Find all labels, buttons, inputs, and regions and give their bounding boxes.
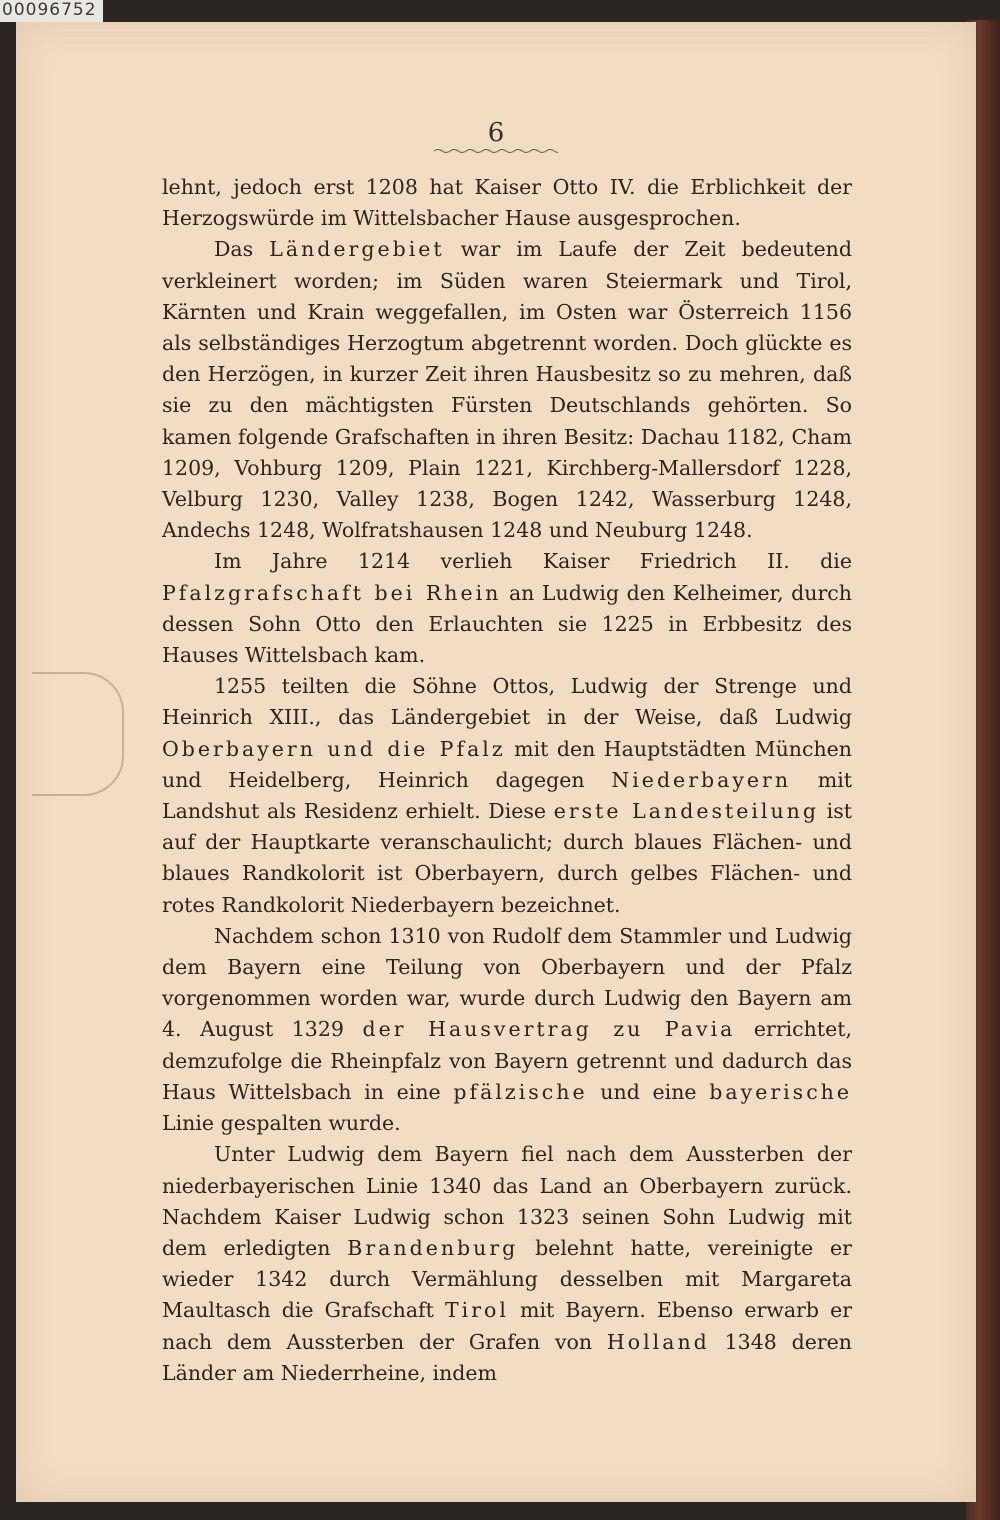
emphasized-text: Ländergebiet bbox=[269, 237, 445, 262]
emphasized-text: Pfalzgrafschaft bei Rhein bbox=[162, 580, 502, 605]
emphasized-text: pfälzische bbox=[453, 1079, 588, 1104]
paragraph bbox=[162, 921, 852, 1139]
text-run: Linie gespalten wurde. bbox=[162, 1111, 401, 1136]
body-text bbox=[162, 172, 852, 1389]
wavy-rule-ornament bbox=[434, 148, 558, 154]
emphasized-text: Niederbayern bbox=[611, 767, 792, 792]
paragraph bbox=[162, 671, 852, 921]
page-number: 6 bbox=[487, 118, 505, 148]
text-run: 1348 deren Länder am Niederrheine, indem bbox=[162, 1329, 852, 1385]
text-run: und eine bbox=[587, 1079, 710, 1104]
emphasized-text: erste Landesteilung bbox=[553, 799, 820, 824]
emphasized-text: Brandenburg bbox=[347, 1235, 519, 1260]
book-page bbox=[16, 22, 976, 1502]
page-fold-mark bbox=[32, 672, 124, 796]
text-run: war im Laufe der Zeit bedeutend verkleinert worden; im Süden waren Steiermark und Tirol, Kärnten und Krain weggefallen, im Osten war Österreich 1156 als selbständiges Herzogtum abgetrennt worden. Doch glückte es den Herzögen, in kurzer Zeit ihren Hausbesitz so zu mehren, daß sie zu den mächtigsten Fürsten Deutschlands gehörten. So kamen folgende Grafschaften in ihren Besitz: Dachau 1182, Cham 1209, Vohburg 1209, Plain 1221, Kirchberg-Mallersdorf 1228, Velburg 1230, Valley 1238, Bogen 1242, Wasserburg 1248, Andechs 1248, Wolfratshausen 1248 und Neuburg 1248. bbox=[162, 237, 852, 543]
text-run: Nachdem schon 1310 von Rudolf dem Stammler und Ludwig dem Bayern eine Teilung von Oberbayern und der Pfalz vorgenommen worden war, wurde durch Ludwig den Bayern am 4. August 1329 bbox=[162, 923, 852, 1042]
paragraph bbox=[162, 546, 852, 671]
paragraph bbox=[162, 234, 852, 546]
emphasized-text: Oberbayern und die Pfalz bbox=[162, 736, 506, 761]
scan-id-label: 00096752 bbox=[0, 0, 103, 22]
text-run: mit Bayern. Ebenso erwarb er nach dem Aussterben der Grafen von bbox=[162, 1298, 852, 1354]
paragraph bbox=[162, 1139, 852, 1389]
emphasized-text: bayerische bbox=[709, 1079, 853, 1104]
text-run: belehnt hatte, vereinigte er wieder 1342 durch Vermählung desselben mit Margareta Maultasch die Grafschaft bbox=[162, 1235, 852, 1323]
text-run: 1255 teilten die Söhne Ottos, Ludwig der Strenge und Heinrich XIII., das Ländergebiet in der Weise, daß Ludwig bbox=[162, 674, 852, 730]
emphasized-text: Holland bbox=[606, 1329, 710, 1354]
text-run: Unter Ludwig dem Bayern fiel nach dem Aussterben der niederbayerischen Linie 1340 das Land an Oberbayern zurück. Nachdem Kaiser Ludwig schon 1323 seinen Sohn Ludwig mit dem erledigten bbox=[162, 1142, 852, 1260]
text-run: ist auf der Hauptkarte veranschaulicht; durch blaues Flächen- und blaues Randkolorit ist Oberbayern, durch gelbes Flächen- und rotes Randkolorit Niederbayern bezeichnet. bbox=[162, 799, 852, 917]
text-run: Im Jahre 1214 verlieh Kaiser Friedrich II. die bbox=[214, 549, 852, 574]
emphasized-text: der Hausvertrag zu Pavia bbox=[362, 1017, 736, 1042]
text-run: lehnt, jedoch erst 1208 hat Kaiser Otto IV. die Erblichkeit der Herzogswürde im Wittelsbacher Hause ausgesprochen. bbox=[162, 175, 852, 231]
text-run: mit Landshut als Residenz erhielt. Diese bbox=[162, 767, 853, 824]
text-run: mit den Hauptstädten München und Heidelberg, Heinrich dagegen bbox=[162, 736, 852, 792]
text-run: errichtet, demzufolge die Rheinpfalz von Bayern getrennt und dadurch das Haus Wittelsbach in eine bbox=[162, 1017, 852, 1104]
text-run: an Ludwig den Kelheimer, durch dessen Sohn Otto den Erlauchten sie 1225 in Erbbesitz des Hauses Wittelsbach kam. bbox=[162, 580, 852, 668]
emphasized-text: Tirol bbox=[444, 1298, 509, 1323]
text-run: Das bbox=[214, 237, 270, 262]
paragraph bbox=[162, 172, 852, 234]
